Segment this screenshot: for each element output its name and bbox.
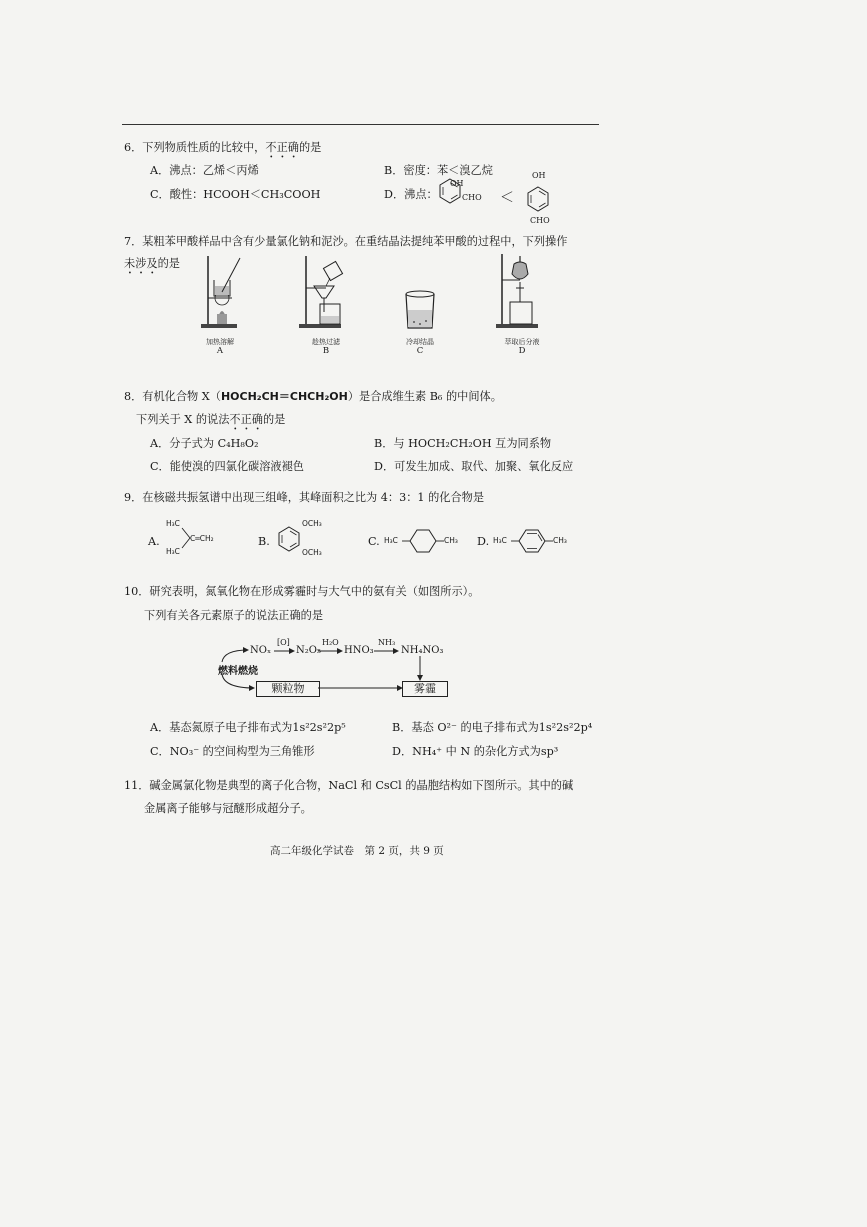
q6-cho-2: CHO bbox=[530, 216, 550, 225]
q9-a-ch2: C═CH₂ bbox=[190, 534, 214, 543]
q9-d-benzene-ring bbox=[511, 527, 553, 555]
q10-option-a: A．基态氮原子电子排布式为1s²2s²2p⁵ bbox=[150, 721, 346, 734]
q8-stem-line2 bbox=[136, 412, 285, 433]
q9-a-h3c-bottom: H₃C bbox=[166, 547, 180, 556]
flow-oxidant: [O] bbox=[277, 638, 290, 647]
q8-stem-post: ）是合成维生素 B₆ 的中间体。 bbox=[347, 390, 502, 403]
apparatus-b-letter: B bbox=[322, 346, 330, 356]
q6-option-c: C．酸性：HCOOH＜CH₃COOH bbox=[150, 188, 321, 201]
flow-n2o5: N₂O₅ bbox=[296, 645, 321, 656]
apparatus-c-crystallization bbox=[402, 288, 438, 332]
q10-option-b: B．基态 O²⁻ 的电子排布式为1s²2s²2p⁴ bbox=[392, 721, 593, 734]
apparatus-b-label: 趁热过滤 bbox=[312, 338, 340, 346]
q9-d-h3c: H₃C bbox=[493, 536, 507, 545]
q8-line2-emphasis: 不正确 bbox=[229, 413, 263, 426]
q9-option-b-letter: B. bbox=[258, 535, 270, 548]
q6-option-d: D．沸点： bbox=[384, 188, 438, 201]
q11-stem-line1: 11．碱金属氯化物是典型的离子化合物，NaCl 和 CsCl 的晶胞结构如下图所示。其中的碱 bbox=[124, 779, 574, 792]
q8-formula: HOCH₂CH＝CHCH₂OH bbox=[220, 390, 348, 403]
q6-option-a: A．沸点：乙烯＜丙烯 bbox=[150, 164, 259, 177]
apparatus-d-letter: D bbox=[518, 346, 526, 356]
apparatus-a-letter: A bbox=[216, 346, 224, 356]
page-footer: 高二年级化学试卷 第 2 页，共 9 页 bbox=[270, 845, 444, 857]
q8-line2-pre: 下列关于 X 的说法 bbox=[136, 413, 230, 426]
q8-stem-pre: 8．有机化合物 X（ bbox=[124, 390, 221, 403]
top-rule bbox=[122, 124, 599, 125]
q8-line2-post: 的是 bbox=[262, 413, 286, 426]
q9-b-benzene-ring bbox=[276, 524, 302, 556]
flow-particle-box: 颗粒物 bbox=[256, 681, 320, 697]
q8-option-b: B．与 HOCH₂CH₂OH 互为同系物 bbox=[374, 437, 552, 450]
q11-stem-line2: 金属离子能够与冠醚形成超分子。 bbox=[144, 802, 312, 815]
q9-option-d-letter: D. bbox=[477, 535, 490, 548]
apparatus-c-letter: C bbox=[416, 346, 424, 356]
q8-stem bbox=[124, 389, 502, 404]
q8-option-c: C．能使溴的四氯化碳溶液褪色 bbox=[150, 460, 304, 473]
q6-stem-emphasis: 不正确 bbox=[265, 141, 299, 154]
q9-option-c-letter: C. bbox=[368, 535, 380, 548]
q9-option-a-letter: A. bbox=[148, 535, 160, 548]
flow-nox: NOₓ bbox=[250, 645, 272, 656]
q9-c-cyclohexane-ring bbox=[402, 527, 444, 555]
q7-stem-line1: 7．某粗苯甲酸样品中含有少量氯化钠和泥沙。在重结晶法提纯苯甲酸的过程中，下列操作 bbox=[124, 235, 568, 248]
q9-c-ch3: CH₃ bbox=[444, 536, 458, 545]
q6-oh-2: OH bbox=[532, 171, 546, 180]
q6-stem bbox=[124, 140, 321, 161]
q8-option-a: A．分子式为 C₄H₈O₂ bbox=[150, 437, 259, 450]
apparatus-d-label: 萃取后分液 bbox=[504, 338, 540, 346]
q10-stem-line1: 10．研究表明，氮氧化物在形成雾霾时与大气中的氨有关（如图所示）。 bbox=[124, 585, 480, 598]
apparatus-a-label: 加热溶解 bbox=[206, 338, 234, 346]
flow-hno3: HNO₃ bbox=[344, 645, 374, 656]
q9-c-h3c: H₃C bbox=[384, 536, 398, 545]
p-hydroxybenzaldehyde-structure bbox=[526, 184, 550, 214]
q8-option-d: D．可发生加成、取代、加聚、氧化反应 bbox=[374, 460, 574, 473]
q6-option-b: B．密度：苯＜溴乙烷 bbox=[384, 164, 493, 177]
q10-option-c: C．NO₃⁻ 的空间构型为三角锥形 bbox=[150, 745, 315, 758]
flow-haze-box: 雾霾 bbox=[402, 681, 448, 697]
flow-nh3: NH₃ bbox=[378, 638, 396, 647]
q6-oh-1: OH bbox=[450, 179, 464, 188]
apparatus-d-separatory-funnel bbox=[494, 250, 544, 332]
q6-cho-1: CHO bbox=[462, 193, 482, 202]
q6-less-than: ＜ bbox=[500, 190, 514, 206]
q6-stem-post: 的是 bbox=[298, 141, 322, 154]
q9-stem: 9．在核磁共振氢谱中出现三组峰，其峰面积之比为 4：3：1 的化合物是 bbox=[124, 491, 485, 504]
flow-nh4no3: NH₄NO₃ bbox=[401, 645, 444, 656]
q9-b-och3-top: OCH₃ bbox=[302, 519, 322, 528]
q9-d-ch3: CH₃ bbox=[553, 536, 567, 545]
q7-stem-emphasis: 未涉及 bbox=[124, 257, 158, 270]
flow-fuel-combustion: 燃料燃烧 bbox=[218, 666, 258, 677]
flow-h2o: H₂O bbox=[322, 638, 339, 647]
q9-b-och3-bottom: OCH₃ bbox=[302, 548, 322, 557]
apparatus-b-filtration bbox=[296, 252, 352, 332]
q7-stem-line2 bbox=[124, 256, 180, 277]
q10-stem-line2: 下列有关各元素原子的说法正确的是 bbox=[144, 609, 324, 622]
q6-stem-pre: 6．下列物质性质的比较中， bbox=[124, 141, 266, 154]
q10-option-d: D．NH₄⁺ 中 N 的杂化方式为sp³ bbox=[392, 745, 559, 758]
q9-a-h3c-top: H₃C bbox=[166, 519, 180, 528]
q7-stem-post: 的是 bbox=[157, 257, 180, 270]
apparatus-c-label: 冷却结晶 bbox=[406, 338, 434, 346]
apparatus-a-heating bbox=[198, 252, 246, 332]
